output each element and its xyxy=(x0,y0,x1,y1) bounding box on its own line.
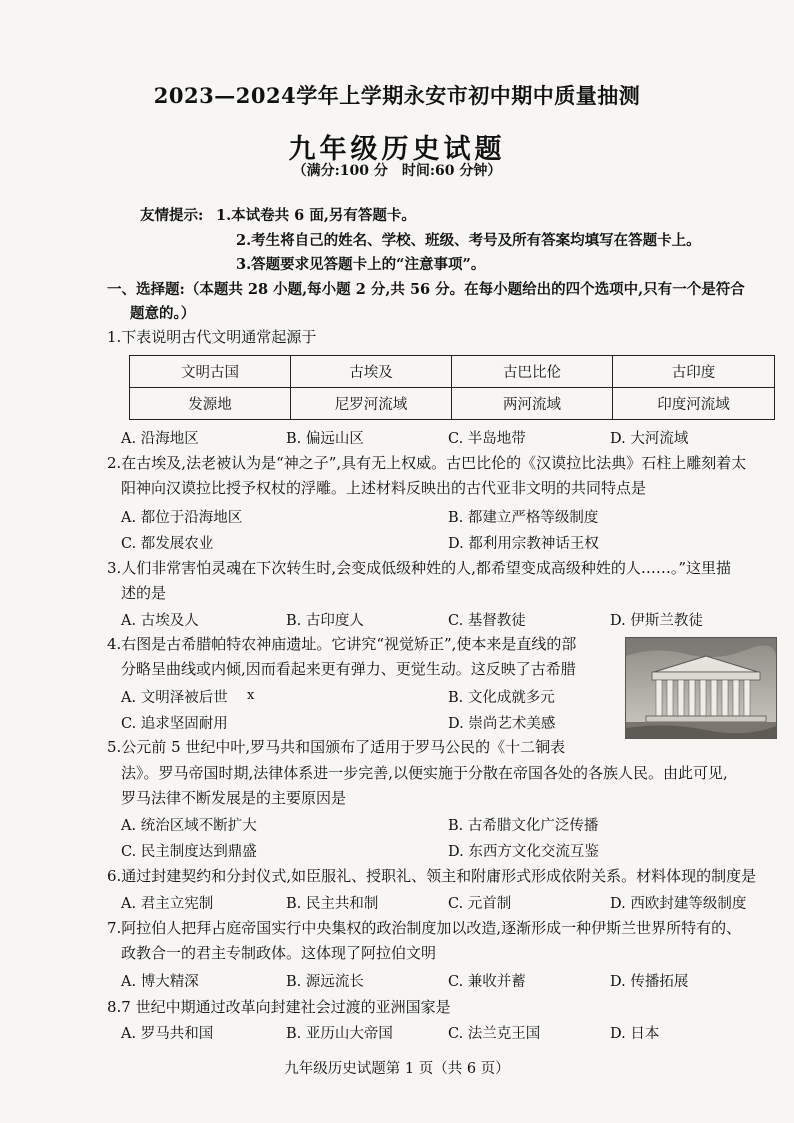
stray-mark: x xyxy=(247,688,255,703)
table-cell: 古印度 xyxy=(613,356,775,388)
tips-label: 友情提示: xyxy=(140,207,204,224)
question-5-cont: 法》。罗马帝国时期,法律体系进一步完善,以便实施于分散在帝国各处的各族人民。由此可见, xyxy=(121,764,728,782)
option-a: A. 都位于沿海地区 xyxy=(121,510,243,526)
table-cell: 两河流域 xyxy=(452,388,613,420)
parthenon-icon xyxy=(626,638,776,738)
option-c: C. 基督教徒 xyxy=(448,613,526,629)
option-c: C. 追求坚固耐用 xyxy=(121,716,228,732)
option-a: A. 文明泽被后世 xyxy=(121,690,228,706)
exam-title: 2023—2024学年上学期永安市初中期中质量抽测 xyxy=(153,83,641,108)
table-cell: 发源地 xyxy=(130,388,291,420)
option-b: B. 古希腊文化广泛传播 xyxy=(448,818,599,834)
option-c: C. 民主制度达到鼎盛 xyxy=(121,844,257,860)
question-6: 6.通过封建契约和分封仪式,如臣服礼、授职礼、领主和附庸形式形成依附关系。材料体现的制度是 xyxy=(107,867,757,885)
option-d: D. 都利用宗教神话王权 xyxy=(448,536,599,552)
question-4-cont: 分略呈曲线或内倾,因而看起来更有弹力、更觉生动。这反映了古希腊 xyxy=(121,660,576,678)
option-d: D. 传播拓展 xyxy=(610,974,689,990)
table-row xyxy=(130,388,775,420)
option-b: B. 都建立严格等级制度 xyxy=(448,510,599,526)
option-a: A. 君主立宪制 xyxy=(121,896,214,912)
tip-item: 3.答题要求见答题卡上的“注意事项”。 xyxy=(236,256,486,273)
table-cell: 文明古国 xyxy=(130,356,291,388)
option-b: B. 偏远山区 xyxy=(286,431,364,447)
option-c: C. 都发展农业 xyxy=(121,536,214,552)
question-5-cont: 罗马法律不断发展是的主要原因是 xyxy=(121,789,347,807)
question-7: 7.阿拉伯人把拜占庭帝国实行中央集权的政治制度加以改造,逐渐形成一种伊斯兰世界所特有的、 xyxy=(107,919,742,937)
tip-item: 2.考生将自己的姓名、学校、班级、考号及所有答案均填写在答题卡上。 xyxy=(236,232,701,249)
option-b: B. 古印度人 xyxy=(286,613,364,629)
exam-meta: （满分:100 分 时间:60 分钟） xyxy=(292,163,502,179)
option-d: D. 日本 xyxy=(610,1026,660,1042)
table-cell: 尼罗河流域 xyxy=(291,388,452,420)
option-b: B. 亚历山大帝国 xyxy=(286,1026,393,1042)
option-a: A. 古埃及人 xyxy=(121,613,199,629)
option-d: D. 大河流域 xyxy=(610,431,689,447)
question-3: 3.人们非常害怕灵魂在下次转生时,会变成低级种姓的人,都希望变成高级种姓的人……。”这里描 xyxy=(107,559,732,577)
question-5: 5.公元前 5 世纪中叶,罗马共和国颁布了适用于罗马公民的《十二铜表 xyxy=(107,738,566,756)
question-2-cont: 阳神向汉谟拉比授予权杖的浮雕。上述材料反映出的古代亚非文明的共同特点是 xyxy=(121,479,647,497)
civilization-table xyxy=(129,355,775,420)
section-heading-cont: 题意的。） xyxy=(130,305,196,322)
table-row xyxy=(130,356,775,388)
option-a: A. 统治区域不断扩大 xyxy=(121,818,257,834)
table-cell: 印度河流域 xyxy=(613,388,775,420)
parthenon-photo xyxy=(625,637,777,739)
option-a: A. 博大精深 xyxy=(121,974,199,990)
option-b: B. 民主共和制 xyxy=(286,896,379,912)
option-b: B. 源远流长 xyxy=(286,974,364,990)
option-c: C. 元首制 xyxy=(448,896,512,912)
question-2: 2.在古埃及,法老被认为是“神之子”,具有无上权威。古巴比伦的《汉谟拉比法典》石柱上雕刻着太 xyxy=(107,454,747,472)
subject-title: 九年级历史试题 xyxy=(288,134,506,165)
tip-item: 1.本试卷共 6 面,另有答题卡。 xyxy=(216,207,416,224)
option-a: A. 沿海地区 xyxy=(121,431,199,447)
table-cell: 古埃及 xyxy=(291,356,452,388)
table-cell: 古巴比伦 xyxy=(452,356,613,388)
option-d: D. 西欧封建等级制度 xyxy=(610,896,747,912)
option-c: C. 半岛地带 xyxy=(448,431,526,447)
option-b: B. 文化成就多元 xyxy=(448,690,555,706)
question-1: 1.下表说明古代文明通常起源于 xyxy=(107,328,317,346)
question-8: 8.7 世纪中期通过改革向封建社会过渡的亚洲国家是 xyxy=(107,998,451,1016)
question-4: 4.右图是古希腊帕特农神庙遗址。它讲究“视觉矫正”,使本来是直线的部 xyxy=(107,635,577,653)
page-footer: 九年级历史试题第 1 页（共 6 页） xyxy=(284,1061,510,1077)
option-d: D. 东西方文化交流互鉴 xyxy=(448,844,599,860)
option-d: D. 崇尚艺术美感 xyxy=(448,716,556,732)
option-a: A. 罗马共和国 xyxy=(121,1026,214,1042)
option-d: D. 伊斯兰教徒 xyxy=(610,613,703,629)
section-heading: 一、选择题:（本题共 28 小题,每小题 2 分,共 56 分。在每小题给出的四个选项中,只有一个是符合 xyxy=(107,281,745,298)
option-c: C. 兼收并蓄 xyxy=(448,974,526,990)
question-7-cont: 政教合一的君主专制政体。这体现了阿拉伯文明 xyxy=(121,944,437,962)
option-c: C. 法兰克王国 xyxy=(448,1026,541,1042)
question-3-cont: 述的是 xyxy=(121,584,167,602)
